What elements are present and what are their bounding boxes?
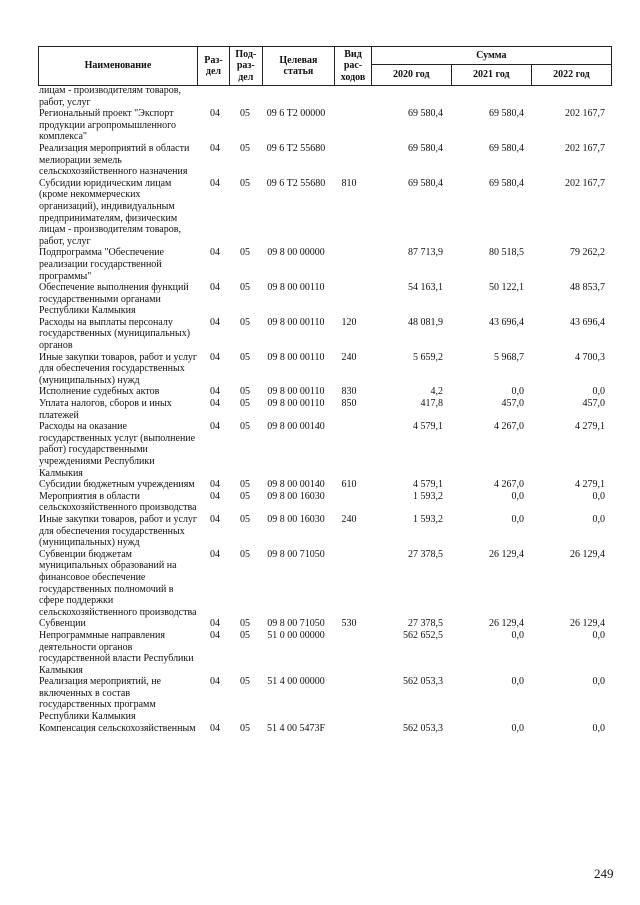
cell-razdel: 04 — [210, 618, 220, 630]
cell-podrazdel: 05 — [240, 490, 250, 502]
cell-2021: 50 122,1 — [489, 282, 524, 294]
cell-2022: 26 129,4 — [570, 618, 605, 630]
table-row — [38, 143, 612, 178]
cell-name: Субвенции — [39, 618, 86, 630]
cell-celevaya: 09 6 T2 00000 — [266, 108, 326, 120]
cell-razdel: 04 — [210, 421, 220, 433]
cell-2020: 48 081,9 — [408, 316, 443, 328]
cell-2022: 202 167,7 — [565, 108, 605, 120]
cell-razdel: 04 — [210, 490, 220, 502]
cell-name: Реализация мероприятий в области мелиорации земель сельскохозяйственного назначения — [39, 142, 190, 178]
table-row — [38, 398, 612, 421]
cell-name: Мероприятия в области сельскохозяйственного производства — [39, 490, 197, 514]
cell-celevaya: 09 8 00 00110 — [267, 351, 325, 363]
cell-2020: 1 593,2 — [413, 513, 443, 525]
cell-2021: 457,0 — [501, 398, 524, 410]
table-row — [38, 317, 612, 352]
cell-celevaya: 09 8 00 71050 — [267, 618, 325, 630]
cell-podrazdel: 05 — [240, 247, 250, 259]
cell-2022: 0,0 — [592, 629, 605, 641]
cell-2021: 0,0 — [511, 490, 524, 502]
cell-2022: 202 167,7 — [565, 142, 605, 154]
cell-2020: 562 053,3 — [403, 676, 443, 688]
cell-celevaya: 09 8 00 00110 — [267, 282, 325, 294]
table-row — [38, 676, 612, 722]
cell-2021: 0,0 — [511, 629, 524, 641]
cell-name: Иные закупки товаров, работ и услуг для обеспечения государственных (муниципальных) нужд — [39, 513, 198, 549]
cell-razdel: 04 — [210, 722, 220, 734]
cell-2021: 43 696,4 — [489, 316, 524, 328]
cell-2022: 4 279,1 — [575, 479, 605, 491]
cell-2021: 80 518,5 — [489, 247, 524, 259]
cell-celevaya: 09 8 00 00140 — [267, 479, 325, 491]
cell-podrazdel: 05 — [240, 722, 250, 734]
cell-2022: 48 853,7 — [570, 282, 605, 294]
cell-2022: 0,0 — [592, 386, 605, 398]
cell-name: Компенсация сельскохозяйственным — [39, 722, 196, 734]
cell-podrazdel: 05 — [240, 548, 250, 560]
cell-celevaya: 51 4 00 5473F — [266, 722, 326, 734]
header-summa: Сумма — [371, 47, 611, 65]
cell-celevaya: 09 6 T2 55680 — [266, 142, 326, 154]
cell-podrazdel: 05 — [240, 351, 250, 363]
cell-2020: 69 580,4 — [408, 108, 443, 120]
cell-celevaya: 09 8 00 00000 — [267, 247, 325, 259]
cell-2022: 79 262,2 — [570, 247, 605, 259]
table-row — [38, 549, 612, 619]
cell-2021: 5 968,7 — [494, 351, 524, 363]
cell-podrazdel: 05 — [240, 316, 250, 328]
cell-2020: 417,8 — [420, 398, 443, 410]
cell-vid: 830 — [341, 386, 357, 398]
cell-name: Субсидии юридическим лицам (кроме некоммерческих организаций), индивидуальным предпринимателям, физическим лицам - производителям товаров, работ, услуг — [39, 177, 181, 247]
cell-2021: 69 580,4 — [489, 177, 524, 189]
cell-podrazdel: 05 — [240, 386, 250, 398]
cell-razdel: 04 — [210, 142, 220, 154]
cell-podrazdel: 05 — [240, 618, 250, 630]
cell-name: Непрограммные направления деятельности органов государственной власти Республики Калмыкия — [39, 629, 194, 676]
cell-2020: 27 378,5 — [408, 548, 443, 560]
table-body — [38, 85, 612, 734]
table-row — [38, 514, 612, 549]
table-row — [38, 479, 612, 491]
cell-2021: 4 267,0 — [494, 421, 524, 433]
header-vid: Вид рас-ходов — [335, 47, 371, 86]
cell-2022: 457,0 — [582, 398, 605, 410]
cell-2022: 0,0 — [592, 490, 605, 502]
cell-podrazdel: 05 — [240, 108, 250, 120]
cell-2020: 4,2 — [430, 386, 443, 398]
cell-2022: 0,0 — [592, 676, 605, 688]
table-row — [38, 723, 612, 735]
cell-2020: 4 579,1 — [413, 421, 443, 433]
cell-name: Подпрограмма "Обеспечение реализации государственной программы" — [39, 247, 164, 282]
cell-podrazdel: 05 — [240, 513, 250, 525]
table-row — [38, 178, 612, 248]
cell-vid: 240 — [341, 351, 357, 363]
cell-vid: 240 — [341, 513, 357, 525]
header-year-2022: 2022 год — [531, 65, 611, 86]
cell-name: лицам - производителям товаров, работ, услуг — [39, 85, 181, 108]
cell-2021: 4 267,0 — [494, 479, 524, 491]
cell-vid: 850 — [341, 398, 357, 410]
cell-name: Иные закупки товаров, работ и услуг для обеспечения государственных (муниципальных) нужд — [39, 351, 198, 386]
cell-celevaya: 09 8 00 71050 — [267, 548, 325, 560]
cell-razdel: 04 — [210, 676, 220, 688]
cell-2022: 0,0 — [592, 722, 605, 734]
cell-razdel: 04 — [210, 548, 220, 560]
cell-2022: 4 700,3 — [575, 351, 605, 363]
cell-celevaya: 51 4 00 00000 — [267, 676, 325, 688]
cell-name: Обеспечение выполнения функций государственными органами Республики Калмыкия — [39, 282, 189, 317]
cell-podrazdel: 05 — [240, 629, 250, 641]
cell-2021: 0,0 — [511, 386, 524, 398]
cell-name: Субвенции бюджетам муниципальных образований на финансовое обеспечение государственных полномочий в сфере поддержки сельскохозяйственного производства — [39, 548, 197, 618]
cell-vid: 120 — [341, 316, 357, 328]
cell-2020: 87 713,9 — [408, 247, 443, 259]
table-row — [38, 630, 612, 676]
cell-celevaya: 09 8 00 16030 — [267, 490, 325, 502]
cell-2020: 27 378,5 — [408, 618, 443, 630]
table-row — [38, 282, 612, 317]
cell-razdel: 04 — [210, 282, 220, 294]
cell-celevaya: 51 0 00 00000 — [267, 629, 325, 641]
cell-2021: 26 129,4 — [489, 548, 524, 560]
table-row — [38, 421, 612, 479]
cell-podrazdel: 05 — [240, 398, 250, 410]
cell-name: Реализация мероприятий, не включенных в состав государственных программ Республики Калмыкия — [39, 676, 161, 723]
cell-vid: 810 — [341, 177, 357, 189]
cell-razdel: 04 — [210, 247, 220, 259]
cell-razdel: 04 — [210, 316, 220, 328]
cell-name: Уплата налогов, сборов и иных платежей — [39, 398, 172, 421]
cell-2021: 0,0 — [511, 722, 524, 734]
cell-2021: 69 580,4 — [489, 142, 524, 154]
cell-celevaya: 09 6 T2 55680 — [266, 177, 326, 189]
cell-2020: 5 659,2 — [413, 351, 443, 363]
cell-celevaya: 09 8 00 00110 — [267, 398, 325, 410]
cell-razdel: 04 — [210, 513, 220, 525]
cell-podrazdel: 05 — [240, 142, 250, 154]
cell-name: Исполнение судебных актов — [39, 386, 160, 398]
cell-razdel: 04 — [210, 177, 220, 189]
cell-podrazdel: 05 — [240, 676, 250, 688]
table-row — [38, 386, 612, 398]
header-year-2020: 2020 год — [371, 65, 451, 86]
cell-vid: 610 — [341, 479, 357, 491]
cell-name: Расходы на оказание государственных услуг (выполнение работ) государственными учреждениями Республики Калмыкия — [39, 421, 196, 479]
cell-2021: 0,0 — [511, 513, 524, 525]
cell-podrazdel: 05 — [240, 421, 250, 433]
cell-name: Расходы на выплаты персоналу государственных (муниципальных) органов — [39, 316, 191, 352]
header-year-2021: 2021 год — [451, 65, 531, 86]
cell-2020: 562 652,5 — [403, 629, 443, 641]
cell-2022: 26 129,4 — [570, 548, 605, 560]
table-row — [38, 108, 612, 143]
header-name: Наименование — [39, 47, 198, 86]
cell-podrazdel: 05 — [240, 282, 250, 294]
cell-2020: 562 053,3 — [403, 722, 443, 734]
cell-razdel: 04 — [210, 629, 220, 641]
cell-2020: 4 579,1 — [413, 479, 443, 491]
cell-2020: 54 163,1 — [408, 282, 443, 294]
cell-2020: 69 580,4 — [408, 177, 443, 189]
cell-celevaya: 09 8 00 00110 — [267, 316, 325, 328]
cell-2022: 43 696,4 — [570, 316, 605, 328]
cell-2020: 69 580,4 — [408, 142, 443, 154]
table-row — [38, 85, 612, 108]
page-number: 249 — [594, 866, 614, 881]
cell-razdel: 04 — [210, 398, 220, 410]
cell-2021: 0,0 — [511, 676, 524, 688]
cell-celevaya: 09 8 00 16030 — [267, 513, 325, 525]
cell-2021: 26 129,4 — [489, 618, 524, 630]
header-podrazdel: Под-раз-дел — [230, 47, 262, 86]
cell-razdel: 04 — [210, 479, 220, 491]
cell-podrazdel: 05 — [240, 479, 250, 491]
cell-razdel: 04 — [210, 386, 220, 398]
cell-razdel: 04 — [210, 108, 220, 120]
cell-celevaya: 09 8 00 00110 — [267, 386, 325, 398]
cell-podrazdel: 05 — [240, 177, 250, 189]
table-row — [38, 618, 612, 630]
cell-2022: 202 167,7 — [565, 177, 605, 189]
header-celevaya: Целевая статья — [262, 47, 335, 86]
cell-2020: 1 593,2 — [413, 490, 443, 502]
cell-name: Региональный проект "Экспорт продукции агропромышленного комплекса" — [39, 108, 176, 143]
header-razdel: Раз-дел — [197, 47, 229, 86]
cell-name: Субсидии бюджетным учреждениям — [39, 479, 195, 491]
cell-2022: 4 279,1 — [575, 421, 605, 433]
cell-celevaya: 09 8 00 00140 — [267, 421, 325, 433]
cell-vid: 530 — [341, 618, 357, 630]
table-row — [38, 247, 612, 282]
table-row — [38, 352, 612, 387]
cell-2021: 69 580,4 — [489, 108, 524, 120]
cell-razdel: 04 — [210, 351, 220, 363]
cell-2022: 0,0 — [592, 513, 605, 525]
table-header — [38, 46, 612, 86]
table-row — [38, 491, 612, 514]
